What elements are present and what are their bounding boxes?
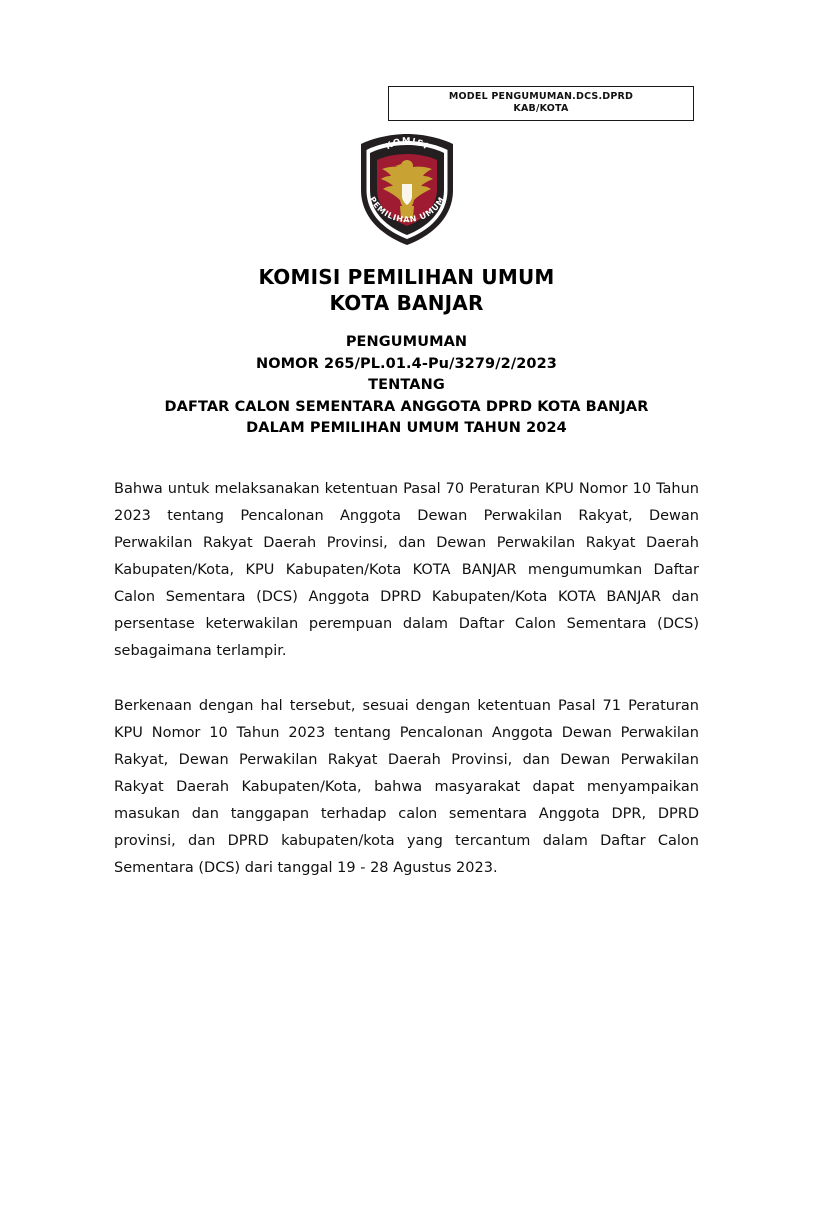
document-subject-line-1: DAFTAR CALON SEMENTARA ANGGOTA DPRD KOTA BANJAR bbox=[164, 398, 649, 415]
document-subject-line-2: DALAM PEMILIHAN UMUM TAHUN 2024 bbox=[246, 420, 567, 436]
organization-title-line-1: KOMISI PEMILIHAN UMUM bbox=[258, 265, 555, 289]
model-code-line-1: MODEL PENGUMUMAN.DCS.DPRD bbox=[448, 91, 634, 102]
document-number: NOMOR 265/PL.01.4-Pu/3279/2/2023 bbox=[255, 355, 557, 372]
document-header bbox=[0, 332, 813, 440]
body-paragraph-2: Berkenaan dengan hal tersebut, sesuai dengan ketentuan Pasal 71 Peraturan KPU Nomor 10 Tahun 2023 tentang Pencalonan Anggota Dewan Perwakilan Rakyat, Dewan Perwakilan Rakyat Daerah Provinsi, dan Dewan Perwakilan Rakyat Daerah Kabupaten/Kota, bahwa masyarakat dapat menyampaikan masukan dan tanggapan terhadap calon sementara Anggota DPR, DPRD provinsi, dan DPRD kabupaten/kota yang tercantum dalam Daftar Calon Sementara (DCS) dari tanggal 19 - 28 Agustus 2023. bbox=[114, 698, 699, 876]
svg-text:PEMILIHAN UMUM: PEMILIHAN UMUM bbox=[367, 195, 447, 225]
document-about-label: TENTANG bbox=[368, 377, 445, 393]
document-type: PENGUMUMAN bbox=[345, 334, 468, 350]
logo-container bbox=[0, 132, 813, 248]
kpu-logo-icon bbox=[353, 132, 461, 248]
svg-text:KOMISI: KOMISI bbox=[383, 136, 430, 153]
model-code-line-2: KAB/KOTA bbox=[513, 103, 569, 114]
document-body bbox=[114, 476, 699, 882]
body-paragraph-1: Bahwa untuk melaksanakan ketentuan Pasal 70 Peraturan KPU Nomor 10 Tahun 2023 tentang Pencalonan Anggota Dewan Perwakilan Rakyat, Dewan Perwakilan Rakyat Daerah Provinsi, dan Dewan Perwakilan Rakyat Daerah Kabupaten/Kota, KPU Kabupaten/Kota KOTA BANJAR mengumumkan Daftar Calon Sementara (DCS) Anggota DPRD Kabupaten/Kota KOTA BANJAR dan persentase keterwakilan perempuan dalam Daftar Calon Sementara (DCS) sebagaimana terlampir. bbox=[114, 481, 699, 659]
model-code-box bbox=[388, 86, 694, 121]
organization-title bbox=[0, 264, 813, 316]
organization-title-line-2: KOTA BANJAR bbox=[329, 291, 484, 315]
